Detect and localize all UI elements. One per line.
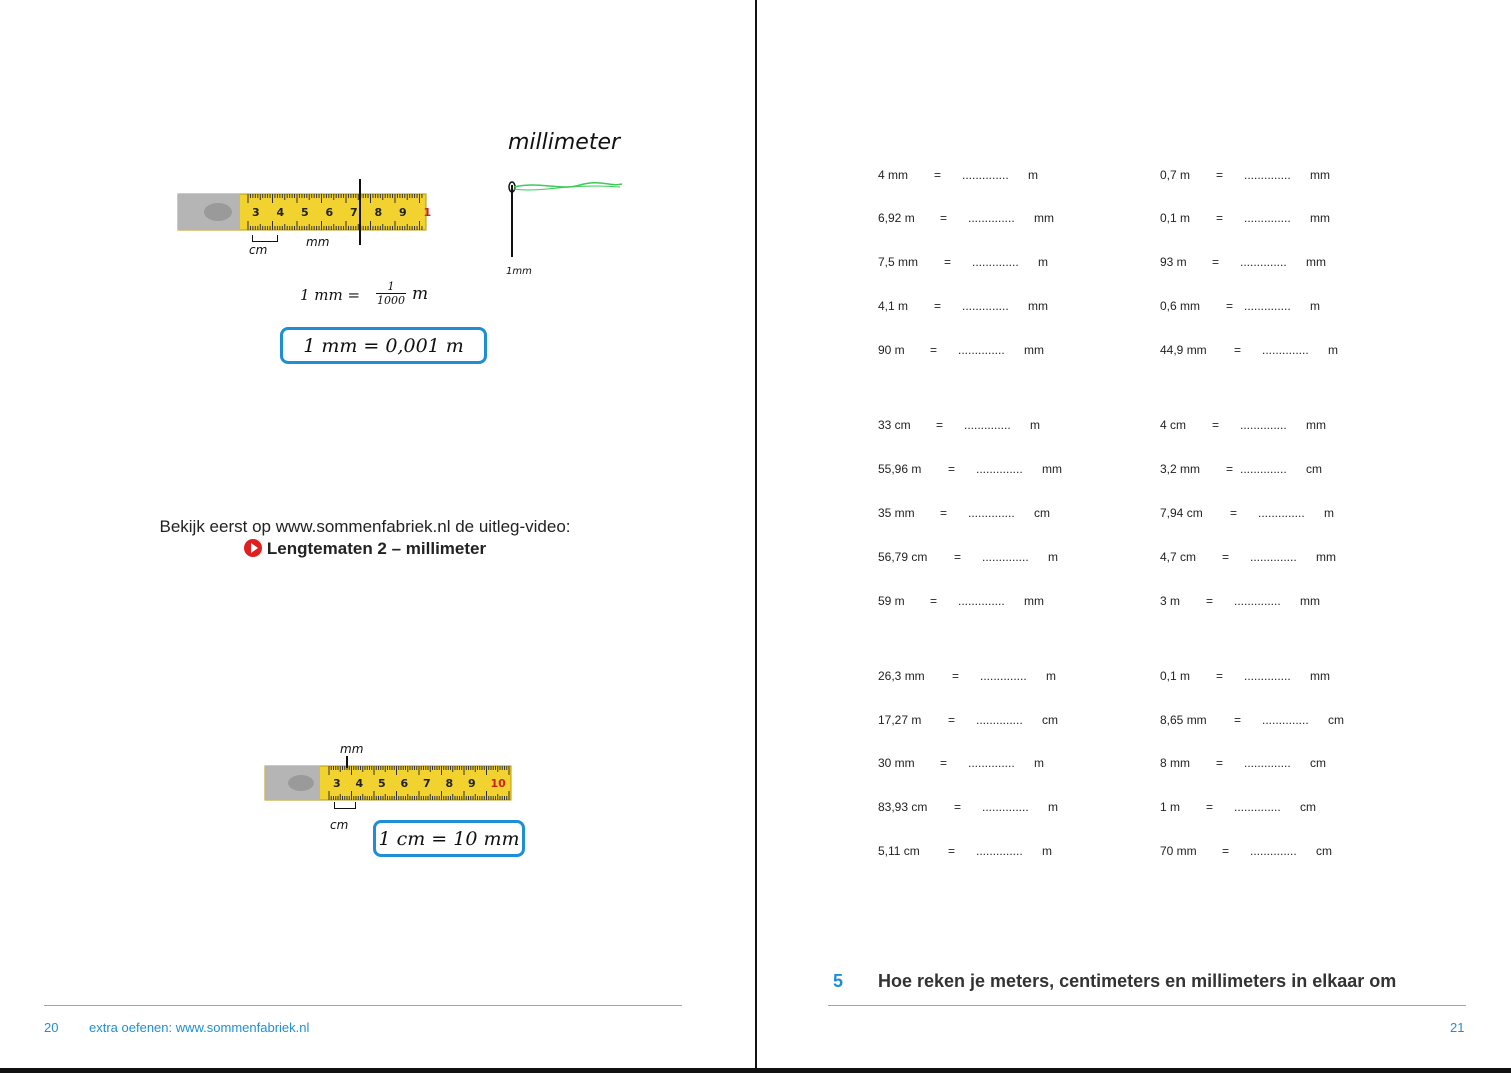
exercise-value: 0,7 m: [1160, 168, 1191, 182]
target-unit: m: [1028, 168, 1038, 182]
exercise-value: 0,1 m: [1160, 211, 1191, 225]
cm-bracket-bottom: [334, 802, 356, 809]
exercise-value: 5,11 cm: [878, 844, 920, 858]
equals-sign: =: [1222, 550, 1230, 564]
target-unit: mm: [1316, 550, 1336, 564]
exercise-value: 6,92 m: [878, 211, 915, 225]
answer-blank[interactable]: ..............: [958, 594, 1005, 608]
exercise-value: 7,5 mm: [878, 255, 919, 269]
equals-sign: =: [944, 255, 952, 269]
answer-blank[interactable]: ..............: [968, 756, 1015, 770]
cm-label-top: cm: [249, 243, 268, 257]
exercise-value: 83,93 cm: [878, 800, 928, 814]
exercise-value: 4 cm: [1160, 418, 1187, 432]
equals-sign: =: [1206, 800, 1214, 814]
exercise-value: 8,65 mm: [1160, 713, 1207, 727]
exercise-value: 3 m: [1160, 594, 1181, 608]
answer-blank[interactable]: ..............: [980, 669, 1027, 683]
equals-sign: =: [936, 418, 944, 432]
answer-blank[interactable]: ..............: [968, 506, 1015, 520]
fraction-unit: m: [412, 284, 429, 304]
answer-blank[interactable]: ..............: [968, 211, 1015, 225]
tape-measure-bottom-graphic: [265, 760, 515, 806]
tape-number: 5: [301, 206, 309, 219]
tape-number: 4: [276, 206, 285, 219]
tape-number: 7: [350, 206, 358, 219]
equals-sign: =: [1222, 844, 1230, 858]
chapter-number: 5: [833, 971, 844, 991]
equals-sign: =: [930, 343, 938, 357]
equals-sign: =: [1216, 211, 1224, 225]
exercise-value: 59 m: [878, 594, 905, 608]
answer-blank[interactable]: ..............: [1244, 756, 1291, 770]
tape-number: 6: [325, 206, 334, 219]
marker-line: [359, 179, 361, 245]
exercise-value: 55,96 m: [878, 462, 922, 476]
equals-sign: =: [1212, 418, 1220, 432]
target-unit: mm: [1306, 255, 1326, 269]
page-number-right: 21: [1450, 1020, 1465, 1035]
equals-sign: =: [1234, 713, 1242, 727]
target-unit: mm: [1310, 669, 1330, 683]
tape-number: 8: [445, 777, 454, 790]
equals-sign: =: [1216, 669, 1224, 683]
target-unit: cm: [1310, 756, 1326, 770]
target-unit: m: [1048, 800, 1058, 814]
target-unit: mm: [1028, 299, 1048, 313]
exercise-value: 90 m: [878, 343, 905, 357]
answer-blank[interactable]: ..............: [1240, 462, 1287, 476]
footer-rule: [44, 1005, 682, 1006]
exercise-value: 17,27 m: [878, 713, 922, 727]
equals-sign: =: [1234, 343, 1242, 357]
exercise-value: 3,2 mm: [1160, 462, 1201, 476]
equals-sign: =: [1230, 506, 1238, 520]
target-unit: m: [1046, 669, 1056, 683]
formula-box-mm-to-m: 1 mm = 0,001 m: [280, 327, 487, 364]
target-unit: mm: [1034, 211, 1054, 225]
exercise-value: 4,7 cm: [1160, 550, 1197, 564]
exercise-value: 93 m: [1160, 255, 1187, 269]
answer-blank[interactable]: ..............: [976, 462, 1023, 476]
equals-sign: =: [948, 713, 956, 727]
mm-pointer: [346, 756, 348, 768]
tape-number: 6: [400, 777, 409, 790]
tape-number: 8: [374, 206, 383, 219]
equals-sign: =: [1226, 462, 1234, 476]
equals-sign: =: [1226, 299, 1234, 313]
target-unit: cm: [1316, 844, 1332, 858]
tape-number: 4: [355, 777, 364, 790]
equals-sign: =: [940, 211, 948, 225]
answer-blank[interactable]: ..............: [962, 299, 1009, 313]
target-unit: m: [1048, 550, 1058, 564]
exercise-value: 33 cm: [878, 418, 911, 432]
tape-number: 9: [468, 777, 476, 790]
fraction: [376, 280, 406, 307]
answer-blank[interactable]: ..............: [1234, 594, 1281, 608]
exercise-value: 1 m: [1160, 800, 1181, 814]
answer-blank[interactable]: ..............: [1234, 800, 1281, 814]
target-unit: mm: [1024, 594, 1044, 608]
answer-blank[interactable]: ..............: [1244, 669, 1291, 683]
equals-sign: =: [948, 844, 956, 858]
target-unit: m: [1034, 756, 1044, 770]
answer-blank[interactable]: ..............: [964, 418, 1011, 432]
answer-blank[interactable]: ..............: [1250, 550, 1297, 564]
fraction-left: 1 mm =: [300, 286, 361, 304]
tape-number: 5: [378, 777, 386, 790]
equals-sign: =: [1206, 594, 1214, 608]
tape-number: 1: [423, 206, 432, 219]
target-unit: m: [1042, 844, 1052, 858]
chapter-title: Hoe reken je meters, centimeters en millimeters in elkaar om: [878, 971, 1397, 991]
bottom-edge: [0, 1068, 1511, 1073]
exercise-value: 70 mm: [1160, 844, 1197, 858]
right-page: [757, 0, 1511, 1068]
target-unit: cm: [1306, 462, 1322, 476]
cm-label-bottom: cm: [330, 818, 349, 832]
answer-blank[interactable]: ..............: [1244, 168, 1291, 182]
exercise-value: 0,1 m: [1160, 669, 1191, 683]
answer-blank[interactable]: ..............: [1258, 506, 1305, 520]
target-unit: m: [1030, 418, 1040, 432]
target-unit: mm: [1306, 418, 1326, 432]
answer-blank[interactable]: ..............: [962, 168, 1009, 182]
play-icon[interactable]: [244, 539, 262, 557]
footer-rule-right: [828, 1005, 1466, 1006]
target-unit: m: [1328, 343, 1338, 357]
equals-sign: =: [930, 594, 938, 608]
target-unit: cm: [1034, 506, 1050, 520]
exercise-value: 35 mm: [878, 506, 915, 520]
video-link[interactable]: [0, 539, 730, 559]
equals-sign: =: [954, 800, 962, 814]
page-number: 20: [44, 1020, 59, 1035]
answer-blank[interactable]: ..............: [1250, 844, 1297, 858]
exercise-value: 8 mm: [1160, 756, 1190, 770]
answer-blank[interactable]: ..............: [972, 255, 1019, 269]
answer-blank[interactable]: ..............: [982, 550, 1029, 564]
exercise-value: 30 mm: [878, 756, 915, 770]
answer-blank[interactable]: ..............: [1240, 255, 1287, 269]
answer-blank[interactable]: ..............: [1262, 713, 1309, 727]
answer-blank[interactable]: ..............: [1262, 343, 1309, 357]
video-intro: Bekijk eerst op www.sommenfabriek.nl de uitleg-video:: [159, 517, 571, 536]
equals-sign: =: [934, 299, 942, 313]
exercise-value: 56,79 cm: [878, 550, 928, 564]
equals-sign: =: [934, 168, 942, 182]
exercise-value: 4 mm: [878, 168, 908, 182]
equals-sign: =: [1212, 255, 1220, 269]
tape-measure-bottom: [265, 760, 515, 806]
target-unit: cm: [1328, 713, 1344, 727]
exercise-value: 0,6 mm: [1160, 299, 1201, 313]
target-unit: cm: [1042, 713, 1058, 727]
tape-number: 3: [333, 777, 341, 790]
target-unit: mm: [1300, 594, 1320, 608]
answer-blank[interactable]: ..............: [958, 343, 1005, 357]
equals-sign: =: [1216, 756, 1224, 770]
target-unit: mm: [1310, 211, 1330, 225]
exercise-value: 44,9 mm: [1160, 343, 1207, 357]
answer-blank[interactable]: ..............: [976, 713, 1023, 727]
equals-sign: =: [940, 756, 948, 770]
target-unit: mm: [1310, 168, 1330, 182]
equals-sign: =: [954, 550, 962, 564]
mm-label-bottom: mm: [340, 742, 364, 756]
left-page: [0, 0, 755, 1068]
mm-label-top: mm: [306, 235, 330, 249]
video-title[interactable]: Lengtematen 2 – millimeter: [266, 539, 487, 558]
tape-number: 10: [490, 777, 506, 790]
tape-number: 7: [423, 777, 431, 790]
answer-blank[interactable]: ..............: [1240, 418, 1287, 432]
answer-blank[interactable]: ..............: [976, 844, 1023, 858]
answer-blank[interactable]: ..............: [982, 800, 1029, 814]
target-unit: m: [1324, 506, 1334, 520]
tape-measure-top: [178, 188, 432, 238]
formula-box-cm-to-mm: 1 cm = 10 mm: [373, 820, 525, 857]
equals-sign: =: [948, 462, 956, 476]
equals-sign: =: [1216, 168, 1224, 182]
exercise-value: 7,94 cm: [1160, 506, 1203, 520]
tape-number: 9: [399, 206, 407, 219]
answer-blank[interactable]: ..............: [1244, 211, 1291, 225]
target-unit: mm: [1024, 343, 1044, 357]
target-unit: m: [1038, 255, 1048, 269]
equals-sign: =: [940, 506, 948, 520]
tape-number: 3: [252, 206, 260, 219]
exercise-value: 4,1 m: [878, 299, 909, 313]
millimeter-note: millimeter: [508, 130, 621, 155]
exercise-value: 26,3 mm: [878, 669, 925, 683]
target-unit: mm: [1042, 462, 1062, 476]
cm-bracket: [252, 235, 278, 242]
target-unit: cm: [1300, 800, 1316, 814]
footer-link[interactable]: extra oefenen: www.sommenfabriek.nl: [89, 1020, 310, 1035]
tape-measure-top-graphic: [178, 188, 432, 238]
one-mm-label: 1mm: [506, 266, 532, 277]
equals-sign: =: [952, 669, 960, 683]
target-unit: m: [1310, 299, 1320, 313]
fraction-numerator: 1: [387, 280, 395, 293]
fraction-denominator: 1000: [377, 294, 405, 307]
answer-blank[interactable]: ..............: [1244, 299, 1291, 313]
